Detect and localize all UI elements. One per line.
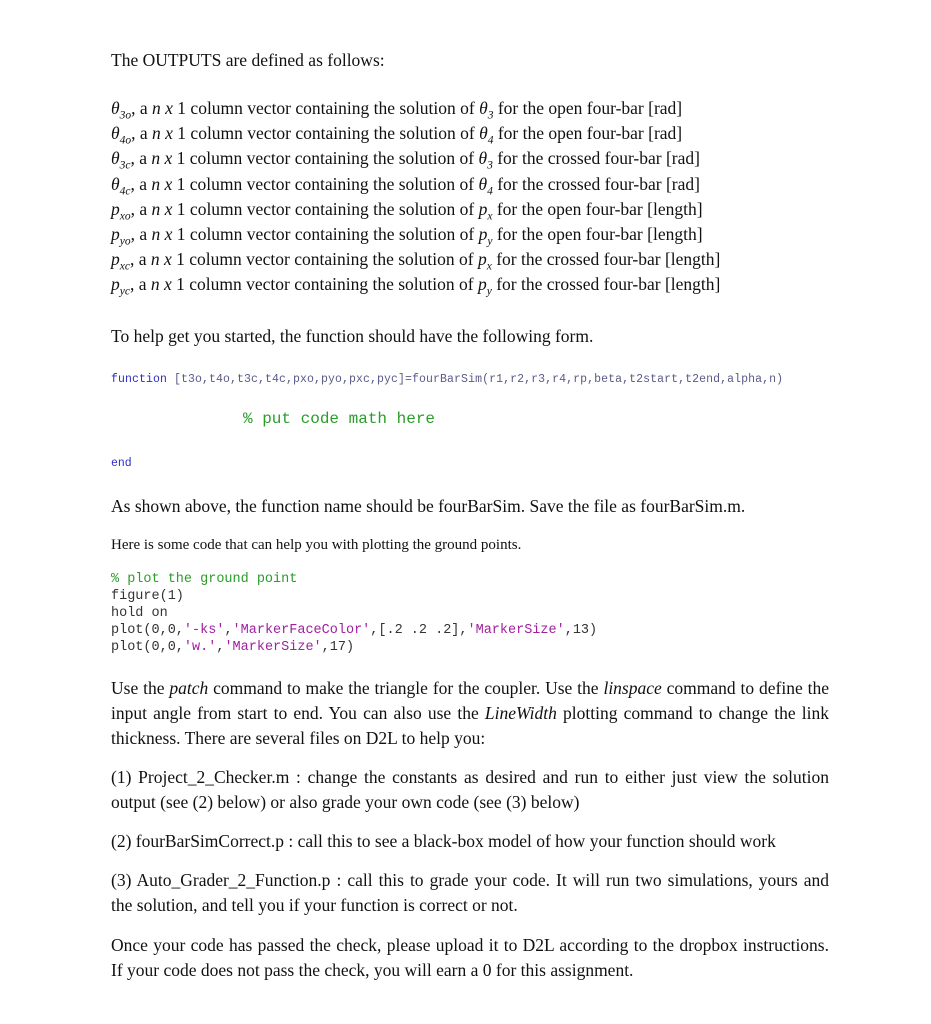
- plot-help-text: Here is some code that can help you with plotting the ground points.: [111, 537, 522, 553]
- output-row: [111, 274, 720, 298]
- plot-code-line-2: hold on: [111, 606, 168, 621]
- text: for the open four-bar [rad]: [493, 123, 683, 144]
- output-row: [111, 249, 720, 273]
- linewidth-term: LineWidth: [484, 703, 557, 723]
- file-item-1: (1) Project_2_Checker.m : change the constants as desired and run to either just view the solution output (see (2) below) or also grade your own code (see (3) below): [111, 767, 829, 812]
- symbol-subscript: 4: [487, 134, 494, 147]
- output-symbol: [111, 224, 131, 248]
- file-item-2: (2) fourBarSimCorrect.p : call this to see a black-box model of how your function should work: [111, 831, 776, 851]
- output-symbol: [111, 173, 131, 198]
- function-signature: [111, 373, 783, 386]
- of-symbol: [478, 198, 493, 223]
- of-symbol: [479, 98, 494, 122]
- of-symbol: [477, 274, 492, 298]
- symbol-subscript: 3o: [119, 109, 132, 122]
- symbol-subscript: yo: [119, 235, 131, 248]
- output-symbol: [111, 274, 130, 298]
- output-symbol: [111, 148, 131, 172]
- symbol-subscript: y: [486, 285, 492, 298]
- output-symbol: [111, 123, 132, 147]
- text: x: [159, 274, 177, 295]
- of-symbol: [478, 224, 493, 248]
- text: , a: [130, 173, 152, 194]
- output-symbol: [111, 249, 130, 273]
- code-string: 'MarkerSize': [467, 623, 565, 638]
- symbol-letter: θ: [111, 98, 120, 118]
- text: , a: [129, 249, 151, 270]
- symbol-letter: p: [477, 274, 487, 295]
- text: , a: [131, 98, 153, 118]
- code-string: 'MarkerSize': [224, 640, 322, 655]
- text: , a: [131, 123, 153, 144]
- patch-paragraph: [111, 676, 829, 751]
- text: command to make the triangle for the coupler. Use the: [208, 678, 604, 698]
- symbol-letter: p: [478, 198, 488, 219]
- code-text: ,: [216, 640, 225, 655]
- text: x: [160, 173, 177, 194]
- symbol-subscript: 3c: [119, 159, 131, 172]
- output-row: [111, 148, 700, 172]
- plot-code-line-3: [111, 622, 597, 639]
- file-item-3: (3) Auto_Grader_2_Function.p : call this to grade your code. It will run two simulations, yours and the solution, and tell you if your function is correct or not.: [111, 870, 829, 915]
- text: 1 column vector containing the solution of: [176, 224, 479, 244]
- text: 1 column vector containing the solution of: [176, 274, 478, 295]
- function-end-keyword: end: [111, 457, 132, 470]
- text: Use the: [111, 678, 170, 698]
- symbol-subscript: xc: [119, 260, 130, 273]
- function-keyword: function: [111, 373, 168, 386]
- symbol-subscript: x: [487, 210, 493, 223]
- symbol-letter: θ: [478, 173, 488, 194]
- plot-code-comment: % plot the ground point: [111, 572, 298, 587]
- code-placeholder-comment: % put code math here: [243, 410, 436, 428]
- symbol-subscript: y: [487, 235, 493, 248]
- text: plotting command to change the link thickness. There are several files on D2L to help you:: [111, 703, 829, 748]
- output-symbol: [111, 98, 132, 122]
- text: for the open four-bar [rad]: [493, 98, 683, 118]
- symbol-letter: p: [478, 224, 488, 244]
- of-symbol: [477, 249, 492, 273]
- code-text: ,13): [564, 623, 598, 638]
- symbol-letter: θ: [479, 98, 488, 118]
- text: 1 column vector containing the solution of: [176, 148, 479, 169]
- text: n: [151, 224, 161, 244]
- text: , a: [130, 198, 152, 219]
- symbol-letter: p: [111, 224, 120, 244]
- text: x: [160, 123, 178, 144]
- symbol-subscript: 3: [487, 109, 494, 122]
- text: x: [160, 224, 177, 244]
- code-string: '-ks': [183, 623, 225, 638]
- text: n: [150, 249, 160, 270]
- outputs-heading: The OUTPUTS are defined as follows:: [111, 50, 385, 70]
- symbol-subscript: xo: [119, 210, 131, 223]
- symbol-letter: p: [111, 249, 120, 270]
- text: x: [160, 148, 177, 169]
- text: x: [160, 98, 178, 118]
- code-text: ,: [224, 623, 233, 638]
- text: for the open four-bar [length]: [492, 224, 703, 244]
- output-row: [111, 199, 703, 223]
- text: n: [151, 173, 161, 194]
- plot-code-line-4: [111, 639, 597, 656]
- function-signature-body: [t3o,t4o,t3c,t4c,pxo,pyo,pxc,pyc]=fourBarSim(r1,r2,r3,r4,rp,beta,t2start,t2end,alpha,n): [167, 373, 784, 386]
- text: n: [151, 198, 161, 219]
- code-text: ,[.2 .2 .2],: [370, 623, 468, 638]
- symbol-letter: θ: [478, 148, 488, 169]
- code-string: 'MarkerFaceColor': [232, 623, 371, 638]
- output-row: [111, 174, 700, 198]
- text: for the open four-bar [length]: [492, 198, 703, 219]
- text: , a: [129, 274, 151, 295]
- code-text: plot(0,0,: [111, 640, 184, 655]
- symbol-letter: θ: [479, 123, 488, 144]
- text: n: [152, 98, 161, 118]
- text: x: [160, 198, 177, 219]
- output-symbol: [111, 198, 131, 223]
- linspace-term: linspace: [603, 678, 662, 698]
- function-name-note: As shown above, the function name should be fourBarSim. Save the file as fourBarSim.m.: [111, 496, 746, 516]
- plot-code-block: [111, 571, 597, 656]
- symbol-subscript: 4c: [119, 185, 131, 198]
- code-text: plot(0,0,: [111, 623, 184, 638]
- plot-code-line-1: figure(1): [111, 589, 184, 604]
- of-symbol: [478, 173, 493, 198]
- text: 1 column vector containing the solution of: [177, 123, 480, 144]
- text: for the crossed four-bar [rad]: [492, 148, 700, 169]
- patch-term: patch: [169, 678, 209, 698]
- text: n: [150, 274, 160, 295]
- symbol-letter: θ: [111, 123, 120, 144]
- text: for the crossed four-bar [rad]: [492, 173, 700, 194]
- code-text: ,17): [321, 640, 355, 655]
- text: n: [151, 148, 161, 169]
- text: 1 column vector containing the solution of: [176, 173, 479, 194]
- of-symbol: [479, 123, 494, 147]
- text: x: [159, 249, 177, 270]
- text: n: [152, 123, 161, 144]
- symbol-subscript: yc: [119, 285, 130, 298]
- text: 1 column vector containing the solution of: [176, 249, 478, 270]
- output-row: [111, 224, 703, 248]
- symbol-letter: p: [477, 249, 487, 270]
- text: 1 column vector containing the solution of: [177, 98, 480, 118]
- final-paragraph: Once your code has passed the check, please upload it to D2L according to the dropbox instructions. If your code does not pass the check, you will earn a 0 for this assignment.: [111, 935, 829, 980]
- text: for the crossed four-bar [length]: [491, 274, 721, 295]
- text: , a: [130, 224, 152, 244]
- symbol-letter: θ: [111, 173, 120, 194]
- text: 1 column vector containing the solution of: [176, 198, 479, 219]
- of-symbol: [478, 148, 493, 172]
- output-row: [111, 123, 682, 147]
- symbol-subscript: 3: [487, 159, 493, 172]
- symbol-subscript: 4: [487, 185, 493, 198]
- text: command to define the input angle from start to end. You can also use the: [111, 678, 829, 723]
- symbol-letter: p: [111, 198, 120, 219]
- text: , a: [130, 148, 152, 169]
- symbol-letter: p: [111, 274, 120, 295]
- code-string: 'w.': [183, 640, 217, 655]
- help-start-text: To help get you started, the function should have the following form.: [111, 326, 594, 346]
- output-row: [111, 98, 682, 122]
- text: for the crossed four-bar [length]: [491, 249, 721, 270]
- symbol-subscript: x: [486, 260, 492, 273]
- symbol-letter: θ: [111, 148, 120, 169]
- symbol-subscript: 4o: [119, 134, 132, 147]
